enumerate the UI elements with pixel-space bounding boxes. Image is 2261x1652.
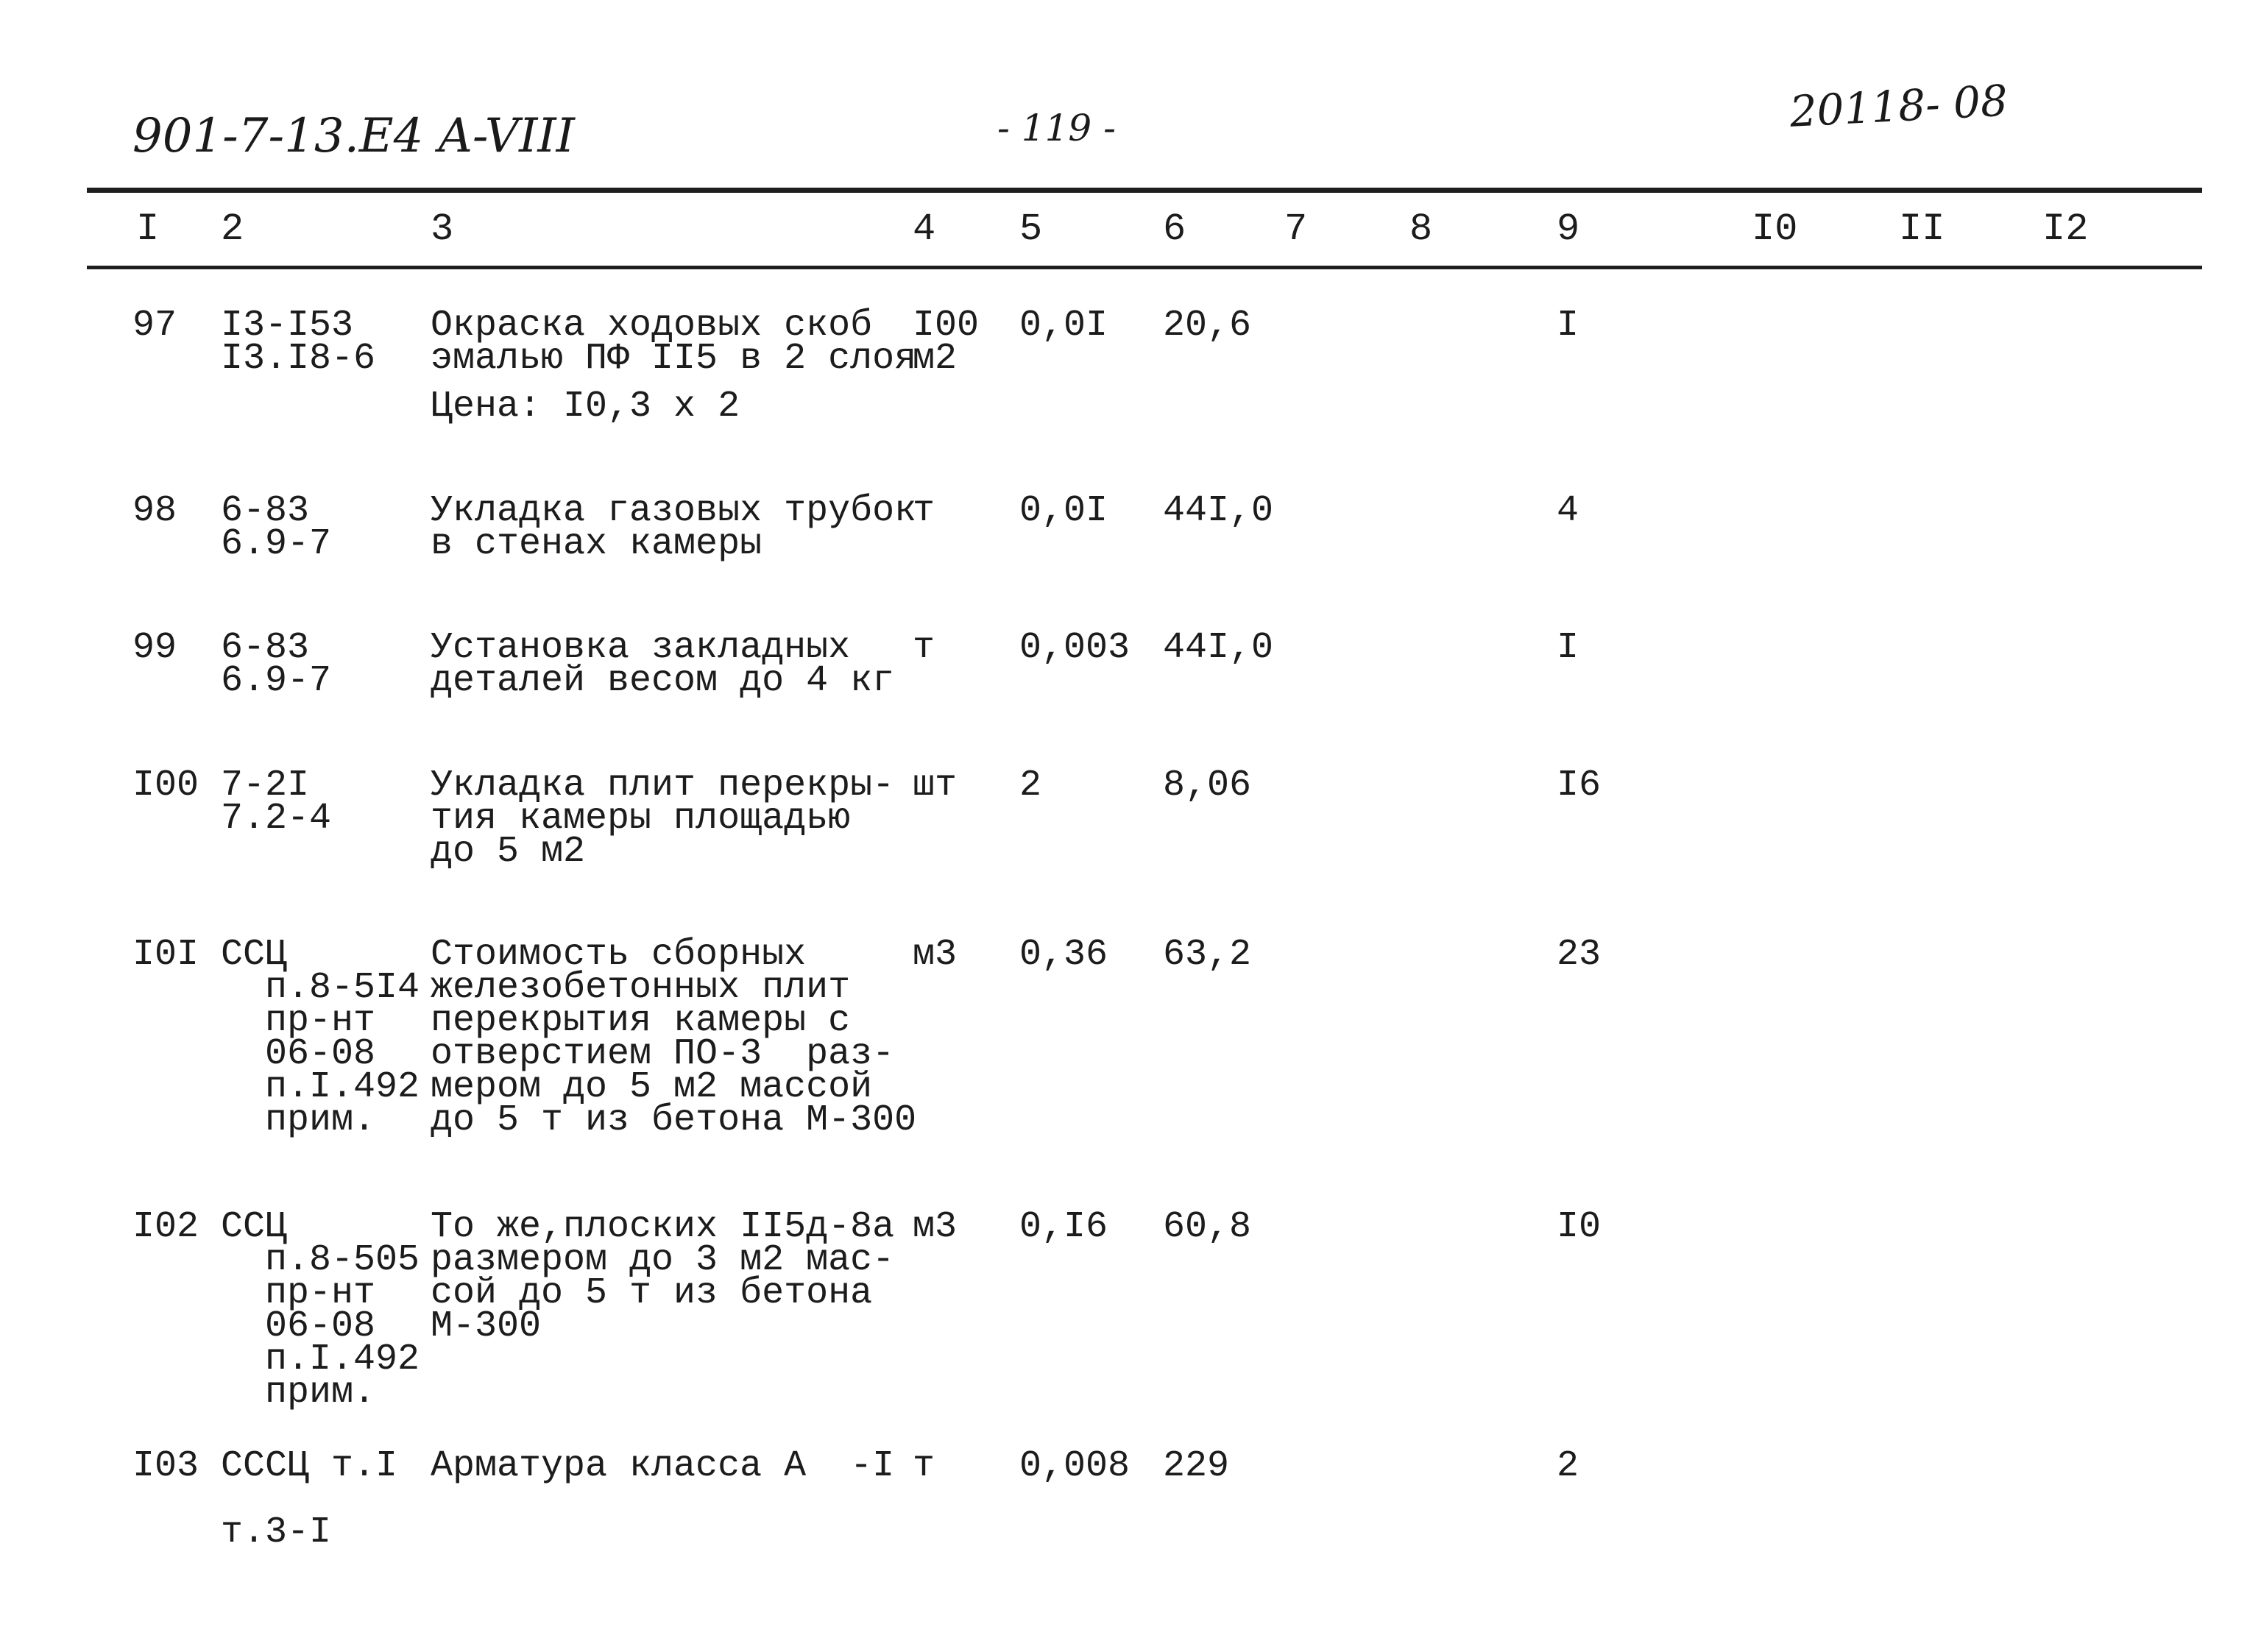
work-description: Арматура класса А -I [431,1445,895,1487]
column-header-11: II [1899,208,1945,251]
unit-price: 44I,0 [1163,490,1274,532]
rate-code: ССЦ п.8-5I4 пр-нт 06-08 п.I.492 прим. [221,934,420,1141]
unit-of-measure: шт [913,765,958,806]
unit-of-measure: т [913,627,935,669]
rate-code: 6-83 6.9-7 [221,627,332,702]
column-header-9: 9 [1557,208,1580,251]
unit-price: 60,8 [1163,1206,1252,1248]
total-cost: I [1557,305,1579,347]
total-cost: I0 [1557,1206,1602,1248]
work-description: Укладка плит перекры- тия камеры площадью до 5 м2 [431,765,895,873]
column-header-10: I0 [1752,208,1798,251]
column-header-7: 7 [1284,208,1308,251]
document-code: 901-7-13.E4 A-VIII [132,109,575,163]
unit-price: 44I,0 [1163,627,1274,669]
total-cost: 4 [1557,490,1579,532]
total-cost: 2 [1557,1445,1579,1487]
rate-code: I3-I53 I3.I8-6 [221,305,376,380]
work-description: Установка закладных деталей весом до 4 кг [431,627,895,702]
rate-code: СССЦ т.I т.3-I [221,1445,398,1553]
column-header-4: 4 [913,208,936,251]
column-header-1: I [136,208,160,251]
quantity: 0,36 [1019,934,1108,976]
quantity: 0,003 [1019,627,1130,669]
row-number: 97 [132,305,177,347]
rate-code: 7-2I 7.2-4 [221,765,332,840]
row-number: I00 [132,765,199,806]
column-header-row [0,208,2261,259]
quantity: 0,I6 [1019,1206,1108,1248]
total-cost: 23 [1557,934,1602,976]
quantity: 2 [1019,765,1042,806]
unit-price: 63,2 [1163,934,1252,976]
rate-code: 6-83 6.9-7 [221,490,332,565]
rate-code: ССЦ п.8-505 пр-нт 06-08 п.I.492 прим. [221,1206,420,1414]
work-description: То же,плоских II5д-8а размером до 3 м2 мас- сой до 5 т из бетона М-300 [431,1206,895,1347]
column-header-5: 5 [1019,208,1043,251]
work-description: Стоимость сборных железобетонных плит перекрытия камеры с отверстием ПО-3 раз- мером до 5 м2 массой до 5 т из бетона М-300 [431,934,917,1141]
column-header-8: 8 [1409,208,1433,251]
unit-of-measure: м3 [913,1206,958,1248]
price-note: Цена: I0,3 х 2 [431,386,740,428]
total-cost: I6 [1557,765,1602,806]
page-number: - 119 - [997,107,1117,149]
unit-of-measure: т [913,1445,935,1487]
column-header-3: 3 [431,208,454,251]
unit-of-measure: I00 м2 [913,305,980,380]
total-cost: I [1557,627,1579,669]
unit-of-measure: т [913,490,935,532]
quantity: 0,0I [1019,490,1108,532]
header-top-rule [87,188,2202,193]
unit-price: 229 [1163,1445,1230,1487]
unit-price: 8,06 [1163,765,1252,806]
row-number: 99 [132,627,177,669]
row-number: I0I [132,934,199,976]
row-number: 98 [132,490,177,532]
unit-price: 20,6 [1163,305,1252,347]
work-description: Окраска ходовых скоб эмалью ПФ II5 в 2 слоя [431,305,917,380]
row-number: I03 [132,1445,199,1487]
quantity: 0,008 [1019,1445,1130,1487]
column-header-6: 6 [1163,208,1186,251]
row-number: I02 [132,1206,199,1248]
unit-of-measure: м3 [913,934,958,976]
work-description: Укладка газовых трубок в стенах камеры [431,490,917,565]
header-bottom-rule [87,266,2202,269]
column-header-12: I2 [2042,208,2089,251]
column-header-2: 2 [221,208,244,251]
quantity: 0,0I [1019,305,1108,347]
sheet-code: 20118- 08 [1788,75,2009,137]
